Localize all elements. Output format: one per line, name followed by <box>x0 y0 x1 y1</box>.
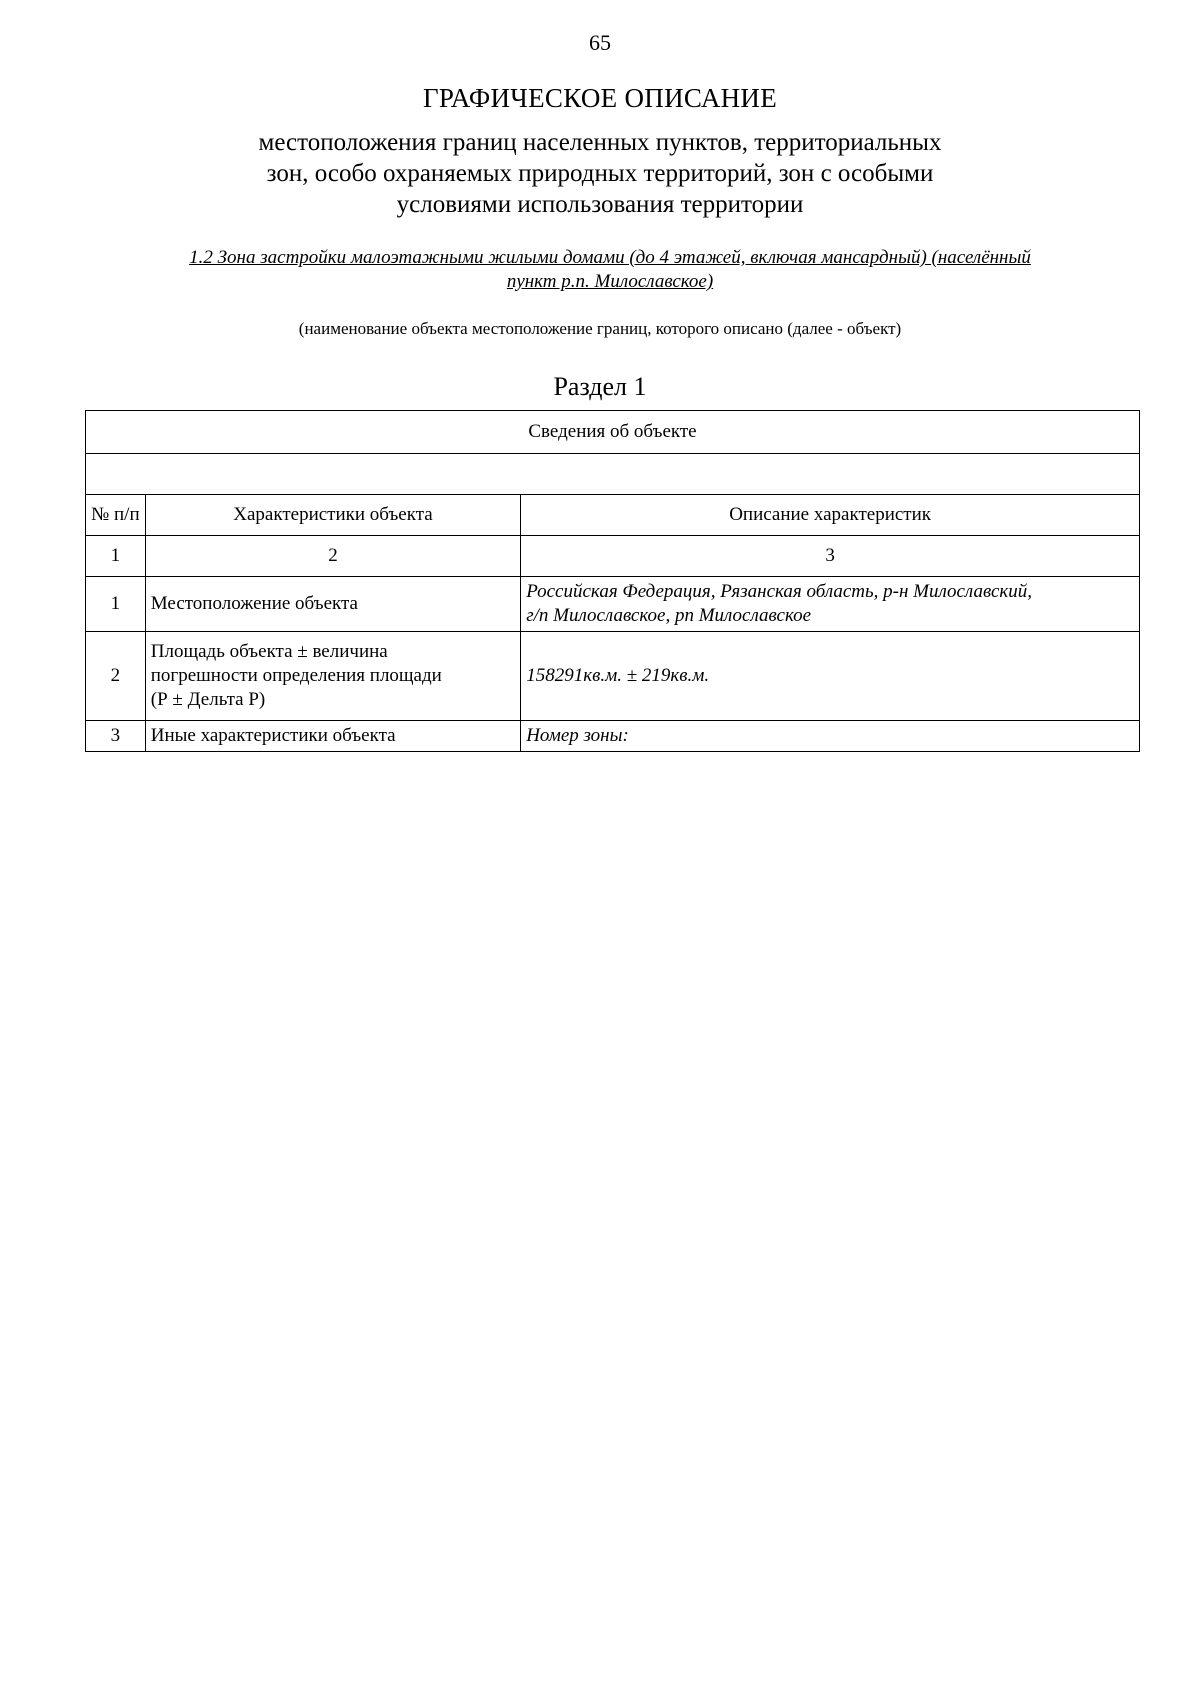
row-characteristic: Местоположение объекта <box>145 577 520 632</box>
object-caption: (наименование объекта местоположение границ, которого описано (далее - объект) <box>298 319 902 338</box>
table-header-row <box>86 411 1140 454</box>
object-name <box>110 246 1110 294</box>
subtitle-line: местоположения границ населенных пунктов, территориальных <box>258 129 942 156</box>
subtitle-line: зон, особо охраняемых природных территорий, зон с особыми <box>266 160 934 187</box>
section-title: Раздел 1 <box>553 372 647 401</box>
row-description: Номер зоны: <box>521 721 1140 752</box>
column-header-row <box>86 495 1140 536</box>
object-info-table <box>85 410 1140 752</box>
row-description <box>521 577 1140 632</box>
subtitle-line: условиями использования территории <box>396 191 804 218</box>
page-number: 65 <box>589 30 611 55</box>
table-header: Сведения об объекте <box>86 411 1140 454</box>
table-row <box>86 632 1140 721</box>
row-description: 158291кв.м. ± 219кв.м. <box>521 632 1140 721</box>
row-number: 1 <box>86 577 146 632</box>
row-characteristic: Иные характеристики объекта <box>145 721 520 752</box>
table-empty-row <box>86 454 1140 495</box>
characteristic-line: Площадь объекта ± величина <box>150 641 388 662</box>
column-number-row <box>86 536 1140 577</box>
row-number: 2 <box>86 632 146 721</box>
characteristic-line: (Р ± Дельта Р) <box>150 689 266 710</box>
column-number: 1 <box>86 536 146 577</box>
table-row <box>86 721 1140 752</box>
characteristic-line: погрешности определения площади <box>150 665 442 686</box>
row-number: 3 <box>86 721 146 752</box>
empty-cell <box>86 454 1140 495</box>
row-characteristic <box>145 632 520 721</box>
column-header-characteristic: Характеристики объекта <box>145 495 520 536</box>
column-header-num: № п/п <box>86 495 146 536</box>
column-number: 3 <box>521 536 1140 577</box>
document-subtitle <box>180 127 1020 220</box>
object-name-line: пункт р.п. Милославское) <box>506 271 714 292</box>
column-number: 2 <box>145 536 520 577</box>
column-header-description: Описание характеристик <box>521 495 1140 536</box>
document-title: ГРАФИЧЕСКОЕ ОПИСАНИЕ <box>422 83 778 113</box>
table-row <box>86 577 1140 632</box>
description-line: Российская Федерация, Рязанская область, р-н Милославский, <box>526 581 1033 602</box>
object-name-line: 1.2 Зона застройки малоэтажными жилыми домами (до 4 этажей, включая мансардный) (населённый <box>189 247 1031 268</box>
description-line: г/п Милославское, рп Милославское <box>526 605 812 626</box>
